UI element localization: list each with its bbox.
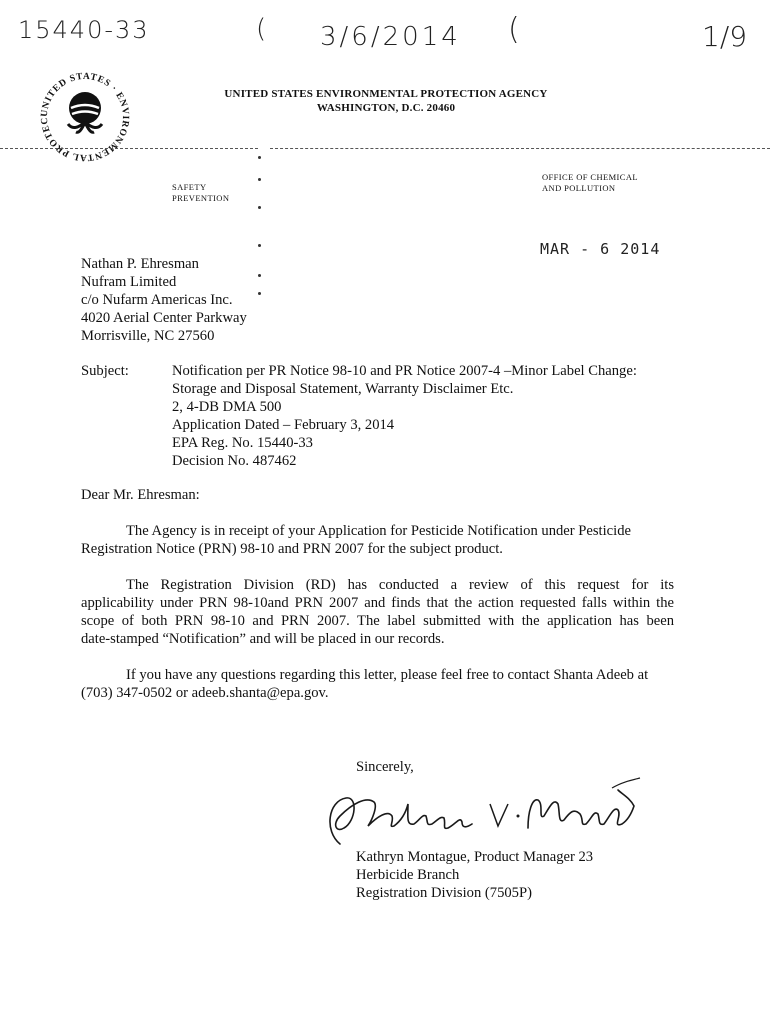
office-right-label [542,172,638,194]
signatory-block [356,848,593,902]
subject-line: Decision No. 487462 [172,453,297,469]
addressee-line: Nufram Limited [81,274,177,290]
subject-label: Subject: [81,363,129,379]
office-left-label [172,182,229,204]
closing: Sincerely, [356,759,414,775]
margin-dot [258,244,261,247]
paragraph-line: Registration Notice (PRN) 98-10 and PRN 2007 for the subject product. [81,541,503,557]
signature [322,776,642,850]
addressee-line: c/o Nufarm Americas Inc. [81,292,233,308]
margin-dot [258,292,261,295]
signatory-line: Kathryn Montague, Product Manager 23 [356,849,594,865]
epa-seal-graphic [30,62,140,172]
office-right-line: OFFICE OF CHEMICAL [542,172,638,182]
signatory-line: Registration Division (7505P) [356,885,532,901]
handwritten-file-number: 15440-33 [18,16,150,44]
addressee-block [81,255,247,345]
office-right-line: AND POLLUTION [542,183,616,193]
subject-line: Application Dated – February 3, 2014 [172,417,395,433]
margin-dot [258,178,261,181]
addressee-line: Nathan P. Ehresman [81,256,199,272]
subject-line: 2, 4-DB DMA 500 [172,399,282,415]
subject-line: EPA Reg. No. 15440-33 [172,435,313,451]
office-left-line: SAFETY [172,182,207,192]
margin-dot [258,156,261,159]
addressee-line: Morrisville, NC 27560 [81,328,215,344]
margin-dot [258,274,261,277]
seal-ring-text: UNITED STATES · ENVIRONMENTAL PROTEC [39,71,131,163]
signatory-line: Herbicide Branch [356,867,460,883]
body-paragraph-3 [81,666,674,702]
handwritten-date: 3/6/2014 [320,22,461,52]
paragraph-line: (703) 347-0502 or adeeb.shanta@epa.gov. [81,685,329,701]
body-paragraph-1 [81,522,674,558]
paragraph-line: If you have any questions regarding this letter, please feel free to contact Shanta Adeeb at [126,667,649,683]
date-stamp: MAR - 6 2014 [540,240,661,258]
addressee-line: 4020 Aerial Center Parkway [81,310,247,326]
subject-line: Notification per PR Notice 98-10 and PR Notice 2007-4 –Minor Label Change: [172,363,637,379]
letterhead-divider-left [0,148,258,149]
signature-graphic [322,776,642,850]
epa-seal [30,62,140,172]
paragraph-line: scope of both PRN 98-10 and PRN 2007. The label submitted with the application has been [81,613,674,629]
handwritten-page-fraction: 1/9 [702,20,748,53]
handwritten-paren-right: ( [508,12,520,47]
salutation: Dear Mr. Ehresman: [81,487,200,503]
paragraph-line: The Agency is in receipt of your Application for Pesticide Notification under Pesticide [126,523,631,539]
paragraph-line: date-stamped “Notification” and will be placed in our records. [81,631,445,647]
subject-block [172,362,637,470]
body-paragraph-2 [81,576,674,648]
handwritten-paren-left: ( [256,14,267,44]
agency-city: WASHINGTON, D.C. 20460 [316,102,456,114]
paragraph-line: The Registration Division (RD) has conducted a review of this request for its [126,577,674,593]
letterhead-divider-right [270,148,770,149]
agency-name: UNITED STATES ENVIRONMENTAL PROTECTION AGENCY [224,88,548,100]
office-left-line: PREVENTION [172,193,230,203]
margin-dot [258,206,261,209]
paragraph-line: applicability under PRN 98-10and PRN 2007 and finds that the action requested falls within the [81,595,674,611]
subject-line: Storage and Disposal Statement, Warranty Disclaimer Etc. [172,381,514,397]
